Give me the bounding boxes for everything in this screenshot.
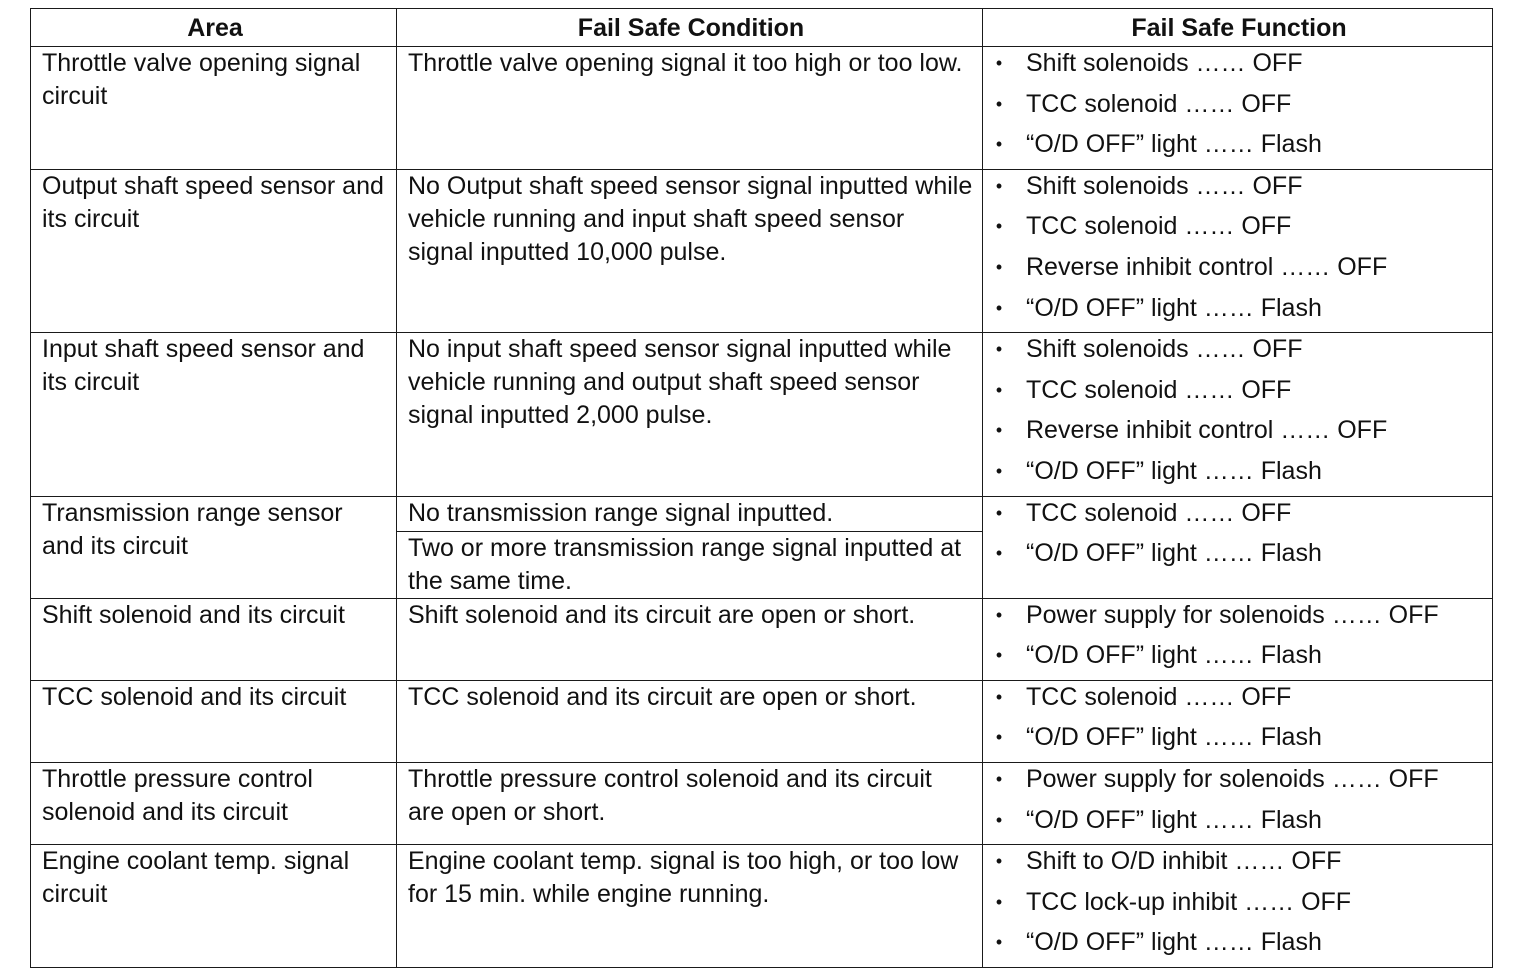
bullet-icon: •: [995, 379, 1003, 400]
bullet-icon: •: [995, 420, 1003, 441]
area-cell: Transmission range sensor and its circuit: [31, 496, 397, 598]
function-text: “O/D OFF” light …… Flash: [1026, 539, 1322, 568]
bullet-icon: •: [995, 645, 1003, 666]
bullet-icon: •: [995, 297, 1003, 318]
function-list: [995, 763, 1488, 844]
function-item: [995, 47, 1488, 88]
function-item: [995, 251, 1488, 292]
function-item: [995, 886, 1488, 927]
function-cell: [983, 169, 1493, 332]
bullet-icon: •: [995, 851, 1003, 872]
function-list: [995, 599, 1488, 680]
function-item: [995, 128, 1488, 169]
function-cell: [983, 762, 1493, 844]
function-item: [995, 681, 1488, 722]
bullet-icon: •: [995, 93, 1003, 114]
function-text: Reverse inhibit control …… OFF: [1026, 416, 1388, 445]
function-cell: [983, 598, 1493, 680]
table-row: [31, 333, 1493, 496]
function-text: “O/D OFF” light …… Flash: [1026, 130, 1322, 159]
area-cell: TCC solenoid and its circuit: [31, 680, 397, 762]
function-text: Reverse inhibit control …… OFF: [1026, 252, 1388, 281]
area-cell: Output shaft speed sensor and its circuit: [31, 169, 397, 332]
function-text: TCC solenoid …… OFF: [1026, 375, 1292, 404]
function-text: “O/D OFF” light …… Flash: [1026, 723, 1322, 752]
table-row: [31, 845, 1493, 968]
function-item: [995, 414, 1488, 455]
function-item: [995, 455, 1488, 496]
function-item: [995, 763, 1488, 804]
function-item: [995, 374, 1488, 415]
function-item: [995, 88, 1488, 129]
condition-cell: Shift solenoid and its circuit are open or short.: [397, 598, 983, 680]
bullet-icon: •: [995, 134, 1003, 155]
bullet-icon: •: [995, 604, 1003, 625]
header-function: Fail Safe Function: [983, 9, 1493, 47]
area-cell: Shift solenoid and its circuit: [31, 598, 397, 680]
bullet-icon: •: [995, 768, 1003, 789]
bullet-icon: •: [995, 727, 1003, 748]
table-row: [31, 598, 1493, 680]
bullet-icon: •: [995, 932, 1003, 953]
condition-cell: Engine coolant temp. signal is too high, or too low for 15 min. while engine running.: [397, 845, 983, 968]
condition-cell: No Output shaft speed sensor signal inputted while vehicle running and input shaft speed sensor signal inputted 10,000 pulse.: [397, 169, 983, 332]
function-item: [995, 721, 1488, 762]
function-item: [995, 170, 1488, 211]
function-text: Shift to O/D inhibit …… OFF: [1026, 847, 1342, 876]
function-text: “O/D OFF” light …… Flash: [1026, 928, 1322, 957]
function-list: [995, 497, 1488, 578]
condition-cell: Throttle valve opening signal it too high or too low.: [397, 47, 983, 170]
function-list: [995, 681, 1488, 762]
function-item: [995, 926, 1488, 967]
function-text: “O/D OFF” light …… Flash: [1026, 805, 1322, 834]
header-condition: Fail Safe Condition: [397, 9, 983, 47]
function-list: [995, 47, 1488, 169]
function-item: [995, 292, 1488, 333]
area-cell: Engine coolant temp. signal circuit: [31, 845, 397, 968]
function-item: [995, 333, 1488, 374]
table-row: [31, 47, 1493, 170]
function-text: TCC solenoid …… OFF: [1026, 682, 1292, 711]
area-cell: Input shaft speed sensor and its circuit: [31, 333, 397, 496]
function-item: [995, 804, 1488, 845]
function-item: [995, 845, 1488, 886]
function-text: Shift solenoids …… OFF: [1026, 171, 1303, 200]
function-item: [995, 497, 1488, 538]
condition-cell: Throttle pressure control solenoid and its circuit are open or short.: [397, 762, 983, 844]
bullet-icon: •: [995, 686, 1003, 707]
function-text: Shift solenoids …… OFF: [1026, 335, 1303, 364]
bullet-icon: •: [995, 339, 1003, 360]
function-text: TCC solenoid …… OFF: [1026, 212, 1292, 241]
function-text: “O/D OFF” light …… Flash: [1026, 293, 1322, 322]
table-row: [31, 762, 1493, 844]
condition-cell: No transmission range signal inputted.: [397, 496, 983, 531]
function-item: [995, 210, 1488, 251]
function-list: [995, 333, 1488, 495]
bullet-icon: •: [995, 809, 1003, 830]
function-text: TCC lock-up inhibit …… OFF: [1026, 887, 1352, 916]
function-text: “O/D OFF” light …… Flash: [1026, 456, 1322, 485]
bullet-icon: •: [995, 543, 1003, 564]
function-text: Shift solenoids …… OFF: [1026, 49, 1303, 77]
bullet-icon: •: [995, 175, 1003, 196]
bullet-icon: •: [995, 216, 1003, 237]
fail-safe-table: [30, 8, 1493, 968]
function-cell: [983, 47, 1493, 170]
table-row: [31, 496, 1493, 531]
bullet-icon: •: [995, 460, 1003, 481]
bullet-icon: •: [995, 891, 1003, 912]
header-area: Area: [31, 9, 397, 47]
function-text: “O/D OFF” light …… Flash: [1026, 641, 1322, 670]
function-list: [995, 170, 1488, 332]
function-text: Power supply for solenoids …… OFF: [1026, 600, 1439, 629]
function-text: Power supply for solenoids …… OFF: [1026, 764, 1439, 793]
function-cell: [983, 333, 1493, 496]
area-cell: Throttle pressure control solenoid and its circuit: [31, 762, 397, 844]
function-text: TCC solenoid …… OFF: [1026, 89, 1292, 118]
function-cell: [983, 680, 1493, 762]
function-item: [995, 639, 1488, 680]
area-cell: Throttle valve opening signal circuit: [31, 47, 397, 170]
function-item: [995, 537, 1488, 578]
function-text: TCC solenoid …… OFF: [1026, 498, 1292, 527]
function-list: [995, 845, 1488, 967]
bullet-icon: •: [995, 502, 1003, 523]
header-row: [31, 9, 1493, 47]
function-cell: [983, 496, 1493, 598]
bullet-icon: •: [995, 256, 1003, 277]
condition-cell: TCC solenoid and its circuit are open or short.: [397, 680, 983, 762]
bullet-icon: •: [995, 53, 1003, 73]
table-row: [31, 169, 1493, 332]
function-item: [995, 599, 1488, 640]
condition-cell: Two or more transmission range signal inputted at the same time.: [397, 531, 983, 598]
condition-cell: No input shaft speed sensor signal inputted while vehicle running and output shaft speed sensor signal inputted 2,000 pulse.: [397, 333, 983, 496]
table-row: [31, 680, 1493, 762]
function-cell: [983, 845, 1493, 968]
